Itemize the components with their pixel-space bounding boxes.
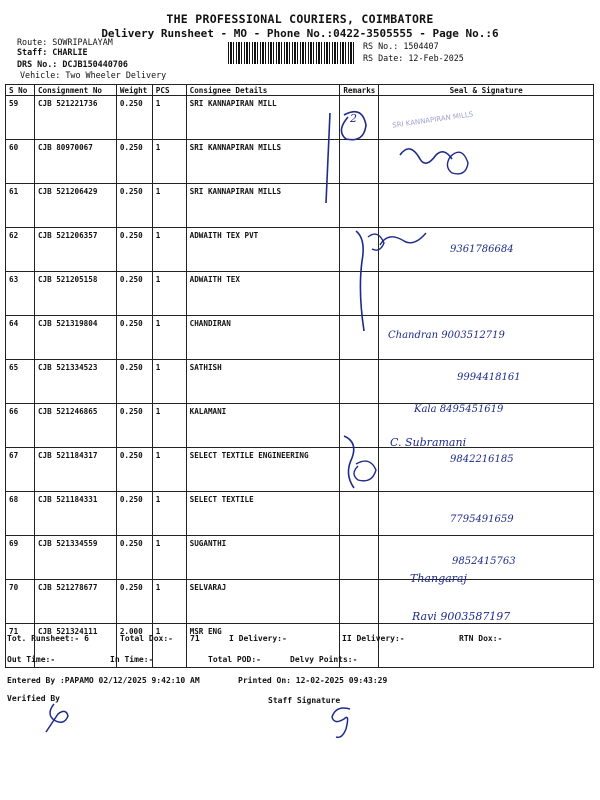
drs-number: DRS No.: DCJB150440706 <box>17 59 128 69</box>
col-weight: Weight <box>116 85 152 96</box>
col-pcs: PCS <box>152 85 186 96</box>
handwritten-phone-69: 7795491659 <box>450 514 514 525</box>
vehicle: Vehicle: Two Wheeler Delivery <box>20 70 167 80</box>
row-sno: 63 <box>6 272 35 316</box>
runsheet-subtitle: Delivery Runsheet - MO - Phone No.:0422-3505555 - Page No.:6 <box>101 27 499 40</box>
col-consignee: Consignee Details <box>186 85 340 96</box>
row-consignment: CJB 521206429 <box>34 184 116 228</box>
row-pcs: 1 <box>152 360 186 404</box>
row-pcs: 1 <box>152 316 186 360</box>
route: Route: SOWRIPALAYAM <box>17 37 113 47</box>
row-consignment: CJB 521184317 <box>34 448 116 492</box>
row-sno: 61 <box>6 184 35 228</box>
row-weight: 0.250 <box>116 360 152 404</box>
row-sno: 59 <box>6 96 35 140</box>
row-sno: 65 <box>6 360 35 404</box>
row-seal <box>379 624 594 668</box>
row-consignment: CJB 521206357 <box>34 228 116 272</box>
total-pod: Total POD:- <box>208 655 261 664</box>
company-stamp: SRI KANNAPIRAN MILLS <box>391 110 474 130</box>
row-consignee: ADWAITH TEX <box>186 272 340 316</box>
row-sno: 70 <box>6 580 35 624</box>
handwritten-name-71: Ravi 9003587197 <box>412 610 511 623</box>
verifier-signature <box>40 700 80 734</box>
row-pcs: 1 <box>152 228 186 272</box>
entered-by: Entered By :PAPAMO 02/12/2025 9:42:10 AM <box>7 676 200 685</box>
remarks-scribble-67 <box>338 430 398 510</box>
row-consignment: CJB 521205158 <box>34 272 116 316</box>
total-dox-value: 71 <box>190 634 200 643</box>
total-dox-label: Total Dox:- <box>120 634 173 643</box>
delvy-points: Delvy Points:- <box>290 655 358 664</box>
row-pcs: 1 <box>152 96 186 140</box>
handwritten-phone-65: 9994418161 <box>457 372 521 383</box>
row-weight: 0.250 <box>116 140 152 184</box>
staff-signature-mark <box>324 703 364 733</box>
row-pcs: 1 <box>152 404 186 448</box>
verified-by: Verified By <box>7 694 60 703</box>
handwritten-name-70: Thangaraj <box>410 572 467 585</box>
rs-date: RS Date: 12-Feb-2025 <box>363 53 464 63</box>
row-pcs: 1 <box>152 492 186 536</box>
row-consignee: SRI KANNAPIRAN MILLS <box>186 140 340 184</box>
row-remarks <box>340 316 379 360</box>
barcode <box>228 42 356 64</box>
col-remarks: Remarks <box>340 85 379 96</box>
total-runsheet: Tot. Runsheet:- 6 <box>7 634 89 643</box>
row-pcs: 1 <box>152 272 186 316</box>
row-sno: 68 <box>6 492 35 536</box>
row-consignee: SELVARAJ <box>186 580 340 624</box>
row-consignment: CJB 521319804 <box>34 316 116 360</box>
row-weight: 0.250 <box>116 272 152 316</box>
row-pcs: 1 <box>152 580 186 624</box>
staff: Staff: CHARLIE <box>17 47 88 57</box>
i-delivery: I Delivery:- <box>229 634 287 643</box>
rs-number: RS No.: 1504407 <box>363 41 439 51</box>
row-consignment: CJB 521334523 <box>34 360 116 404</box>
row-weight: 0.250 <box>116 316 152 360</box>
row-weight: 0.250 <box>116 448 152 492</box>
printed-on: Printed On: 12-02-2025 09:43:29 <box>238 676 388 685</box>
row-weight: 2.000 <box>116 624 152 668</box>
company-title: THE PROFESSIONAL COURIERS, COIMBATORE <box>166 12 434 26</box>
row-consignee: ADWAITH TEX PVT <box>186 228 340 272</box>
row-consignment: CJB 521246865 <box>34 404 116 448</box>
row-consignment: CJB 521278677 <box>34 580 116 624</box>
rtn-dox: RTN Dox:- <box>459 634 503 643</box>
row-consignment: CJB 521324111 <box>34 624 116 668</box>
row-weight: 0.250 <box>116 228 152 272</box>
row-pcs: 1 <box>152 536 186 580</box>
row-consignee: SATHISH <box>186 360 340 404</box>
handwritten-name-67: C. Subramani <box>390 436 467 449</box>
row-consignee: SUGANTHI <box>186 536 340 580</box>
handwritten-name-66: Kala 8495451619 <box>414 404 504 415</box>
row-weight: 0.250 <box>116 404 152 448</box>
row-sno: 71 <box>6 624 35 668</box>
col-seal-signature: Seal & Signature <box>379 85 594 96</box>
handwriting-scribbles <box>320 95 600 315</box>
handwritten-phone-70: 9852415763 <box>452 556 516 567</box>
row-consignment: CJB 521184331 <box>34 492 116 536</box>
row-weight: 0.250 <box>116 536 152 580</box>
row-remarks <box>340 360 379 404</box>
out-time: Out Time:- <box>7 655 56 664</box>
handwritten-name-64: Chandran 9003512719 <box>388 330 505 341</box>
row-consignee: CHANDIRAN <box>186 316 340 360</box>
row-weight: 0.250 <box>116 96 152 140</box>
row-consignment: CJB 521334559 <box>34 536 116 580</box>
row-consignee: SRI KANNAPIRAN MILLS <box>186 184 340 228</box>
row-consignee: SELECT TEXTILE <box>186 492 340 536</box>
row-consignee: SELECT TEXTILE ENGINEERING <box>186 448 340 492</box>
row-sno: 66 <box>6 404 35 448</box>
row-pcs: 1 <box>152 184 186 228</box>
table-row <box>6 316 594 360</box>
row-pcs: 1 <box>152 140 186 184</box>
row-sno: 64 <box>6 316 35 360</box>
row-pcs: 1 <box>152 624 186 668</box>
row-consignment: CJB 521221736 <box>34 96 116 140</box>
row-weight: 0.250 <box>116 492 152 536</box>
row-sno: 60 <box>6 140 35 184</box>
handwritten-phone-62: 9361786684 <box>450 244 514 255</box>
col-consignment: Consignment No <box>34 85 116 96</box>
col-sno: S No <box>6 85 35 96</box>
table-header-row <box>6 85 594 96</box>
row-consignee: SRI KANNAPIRAN MILL <box>186 96 340 140</box>
row-weight: 0.250 <box>116 580 152 624</box>
in-time: In Time:- <box>110 655 154 664</box>
handwritten-phone-68: 9842216185 <box>450 454 514 465</box>
row-sno: 67 <box>6 448 35 492</box>
row-weight: 0.250 <box>116 184 152 228</box>
row-consignee: KALAMANI <box>186 404 340 448</box>
staff-signature: Staff Signature <box>268 696 341 705</box>
row-remarks <box>340 580 379 624</box>
row-remarks <box>340 536 379 580</box>
table-row <box>6 404 594 448</box>
ii-delivery: II Delivery:- <box>342 634 405 643</box>
remarks-mark: 2 <box>350 112 357 125</box>
row-pcs: 1 <box>152 448 186 492</box>
row-sno: 69 <box>6 536 35 580</box>
row-sno: 62 <box>6 228 35 272</box>
row-consignee: MSR ENG <box>186 624 340 668</box>
row-consignment: CJB 80970067 <box>34 140 116 184</box>
